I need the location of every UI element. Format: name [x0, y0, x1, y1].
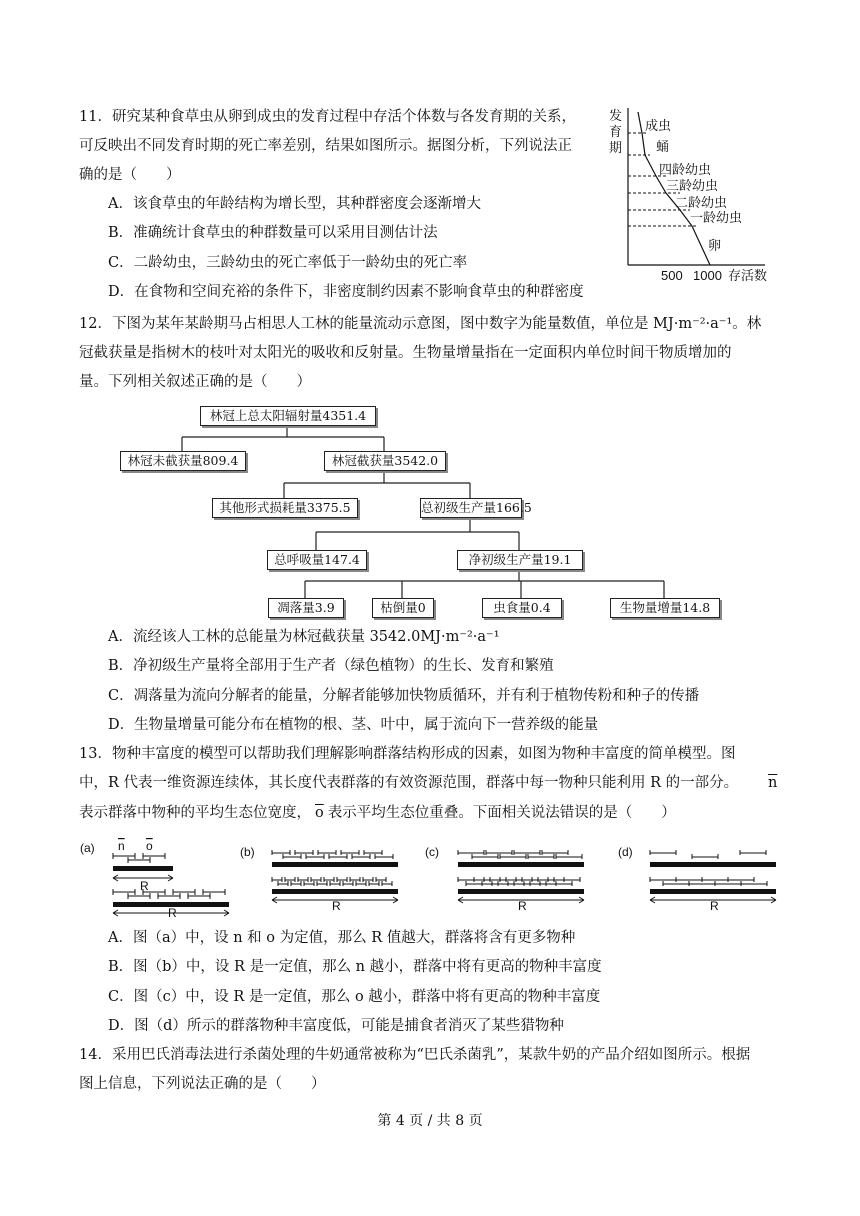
panel-b-label: (b): [240, 845, 255, 859]
x-tick-500: 500: [661, 268, 683, 283]
stage-label-4th-instar: 四龄幼虫: [659, 162, 712, 177]
q11-stem-line3: 确的是（ ）: [79, 167, 181, 183]
panel-a-r1-label: R: [140, 879, 149, 893]
q12-stem-line2: 冠截获量是指树木的枝叶对太阳光的吸收和反射量。生物量增量指在一定面积内单位时间干物质增加的: [79, 345, 732, 361]
q11-option-b: B．准确统计食草虫的种群数量可以采用目测估计法: [108, 225, 438, 241]
panel-a-label: (a): [80, 841, 95, 855]
panel-d-r-label: R: [710, 899, 719, 913]
y-axis-label: 发育期: [609, 108, 623, 155]
page-footer: 第 4 页 / 共 8 页: [377, 1113, 483, 1129]
panel-b-r-label: R: [332, 899, 341, 913]
q12-stem-line3: 量。下列相关叙述正确的是（ ）: [79, 374, 311, 390]
q14-stem-line2: 图上信息，下列说法正确的是（ ）: [79, 1076, 326, 1092]
panel-c-r-label: R: [518, 899, 527, 913]
q13-stem-line3-part1: 表示群落中物种的平均生态位宽度，: [79, 805, 311, 821]
panel-a-r2-label: R: [168, 906, 177, 920]
stage-label-3rd-instar: 三龄幼虫: [666, 178, 719, 193]
stage-label-2nd-instar: 二龄幼虫: [675, 195, 728, 210]
q13-option-d: D．图（d）所示的群落物种丰富度低，可能是捕食者消灭了某些猎物种: [108, 1018, 564, 1034]
box-gross-primary: 总初级生产量166.5: [420, 498, 522, 518]
q12-stem-line1: 12．下图为某年某龄期马占相思人工林的能量流动示意图，图中数字为能量数值，单位是 MJ·m⁻²·a⁻¹。林: [79, 316, 762, 332]
box-insect-feeding: 虫食量0.4: [482, 598, 562, 618]
box-total-radiation: 林冠上总太阳辐射量4351.4: [200, 406, 376, 426]
q13-option-b: B．图（b）中，设 R 是一定值，那么 n 越小，群落中将有更高的物种丰富度: [108, 959, 602, 975]
q13-stem-line3-part2: 表示平均生态位重叠。下面相关说法错误的是（ ）: [327, 805, 676, 821]
panel-a-n-label: n: [118, 839, 125, 853]
box-net-primary: 净初级生产量19.1: [457, 550, 583, 570]
o-bar-symbol: $\overline{o}$: [315, 805, 324, 821]
q12-option-d: D．生物量增量可能分布在植物的根、茎、叶中，属于流向下一营养级的能量: [108, 717, 599, 733]
q11-stem-line1: 11．研究某种食草虫从卵到成虫的发育过程中存活个体数与各发育期的关系，: [79, 109, 576, 125]
stage-label-egg: 卵: [708, 238, 722, 253]
q12-option-a: A．流经该人工林的总能量为林冠截获量 3542.0MJ·m⁻²·a⁻¹: [108, 629, 500, 645]
box-other-loss: 其他形式损耗量3375.5: [212, 498, 358, 518]
q12-option-b: B．净初级生产量将全部用于生产者（绿色植物）的生长、发育和繁殖: [108, 658, 554, 674]
x-axis-label: 存活数: [728, 268, 768, 283]
box-deadwood: 枯倒量0: [372, 598, 434, 618]
q13-stem-line1: 13．物种丰富度的模型可以帮助我们理解影响群落结构形成的因素，如图为物种丰富度的简单模型。图: [79, 746, 736, 762]
q12-option-c: C．凋落量为流向分解者的能量，分解者能够加快物质循环，并有利于植物传粉和种子的传播: [108, 688, 700, 704]
panel-d-label: (d): [618, 845, 633, 859]
q13-stem-line2: 中，R 代表一维资源连续体，其长度代表群落的有效资源范围，群落中每一物种只能利用 R 的一部分。: [79, 775, 739, 791]
box-biomass-increment: 生物量增量14.8: [610, 598, 720, 618]
stage-label-1st-instar: 一龄幼虫: [690, 210, 743, 225]
q11-option-a: A．该食草虫的年龄结构为增长型，其种群密度会逐渐增大: [108, 196, 481, 212]
box-canopy-caught: 林冠截获量3542.0: [324, 451, 446, 471]
stage-label-pupa: 蛹: [656, 139, 670, 154]
panel-c-label: (c): [425, 845, 439, 859]
q14-stem-line1: 14．采用巴氏消毒法进行杀菌处理的牛奶通常被称为“巴氏杀菌乳”，某款牛奶的产品介绍如图所示。根据: [79, 1047, 751, 1063]
stage-label-adult: 成虫: [645, 118, 672, 133]
n-bar-symbol: $\overline{n}$: [768, 775, 778, 791]
q13-option-c: C．图（c）中，设 R 是一定值，那么 o 越小，群落中将有更高的物种丰富度: [108, 989, 601, 1005]
q13-option-a: A．图（a）中，设 n 和 o 为定值，那么 R 值越大，群落将含有更多物种: [108, 930, 576, 946]
panel-a-o-label: o: [146, 839, 153, 853]
q11-option-d: D．在食物和空间充裕的条件下，非密度制约因素不影响食草虫的种群密度: [108, 284, 584, 300]
box-canopy-uncaught: 林冠未截获量809.4: [120, 451, 246, 471]
q11-stem-line2: 可反映出不同发育时期的死亡率差别，结果如图所示。据图分析，下列说法正: [79, 138, 572, 154]
x-tick-1000: 1000: [693, 268, 722, 283]
q11-option-c: C．二龄幼虫，三龄幼虫的死亡率低于一龄幼虫的死亡率: [108, 255, 468, 271]
box-litter: 凋落量3.9: [268, 598, 344, 618]
box-respiration: 总呼吸量147.4: [267, 550, 367, 570]
